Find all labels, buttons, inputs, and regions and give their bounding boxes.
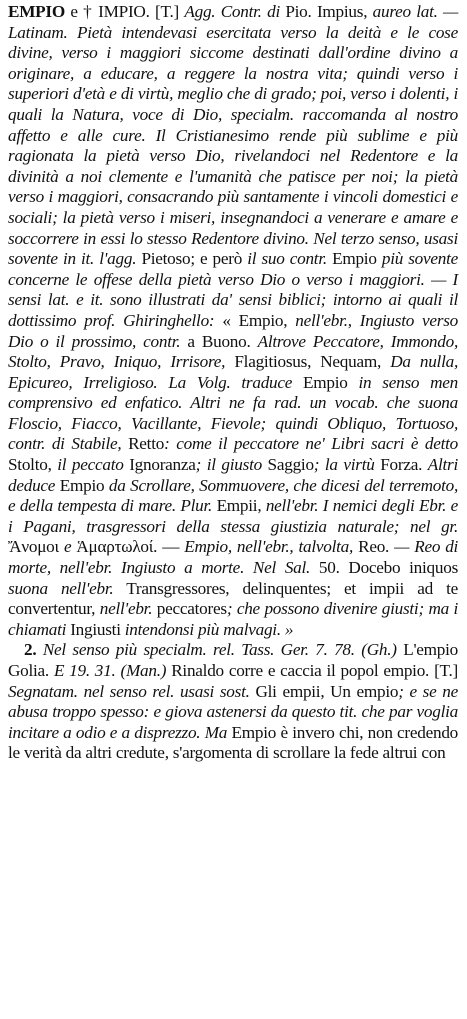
- headword: EMPIO: [8, 2, 65, 21]
- quote-che-possono: ; che possono divenire giusti; ma i chiamati: [8, 599, 459, 639]
- quote-ingiusti: Ingiusti: [70, 619, 121, 639]
- sense-text-2a: ; e però: [190, 249, 243, 269]
- quote-greek-1: Ἄνομοι: [8, 537, 59, 557]
- example-empio-golia: L'empio Golia.: [8, 640, 459, 680]
- sense-text-1: Pietà intendevasi esercitata verso la deità e le cose divine, verso i maggiori siccome destinati dall'ordine divino a originare, a educare, a reggere la nostra vita; quindi verso i superiori d'età e di virtù, meglio che di grado; poi, verso i dolenti, i quali la Natura, voce di Dio, specialm. raccomanda al nostro affetto e alle cure. Il Cristianesimo rende più sublime e più ragionata la pietà verso Dio, rivelandoci nel Redentore e la divinità a noi clemente e l'umanità che patisce per noi; la pietà verso i maggiori, consacrando più santamente i vincoli domestici e sociali; la pietà verso i miseri, insegnandoci a venerare e amare e soccorrere in essi lo stesso Redentore divino. Nel terzo senso, usasi sovente in it. l'agg.: [8, 22, 458, 269]
- quote-la-virtu: ; la virtù: [313, 455, 375, 475]
- quote-synonyms-2: Flagitiosus, Nequam,: [234, 352, 382, 372]
- quote-il-peccato: il peccato: [57, 455, 124, 475]
- quote-stolto: Stolto,: [8, 455, 52, 475]
- quote-nel-sal: Nel Sal.: [252, 558, 311, 578]
- quote-reo: Reo.: [358, 537, 390, 557]
- quote-da-scrollare: da Scrollare, Sommuovere, che dicesi del terremoto, e della tempesta di mare. Plur.: [8, 475, 458, 516]
- quote-sal-number: 50.: [318, 558, 340, 578]
- quote-altrove: Altrove: [257, 331, 306, 351]
- word-empio-1: Empio: [332, 249, 377, 269]
- word-empio-5: Empio: [231, 722, 277, 742]
- quote-empio-4: Empio,: [184, 537, 232, 557]
- sense-text-2b: il suo contr.: [247, 249, 327, 269]
- quote-ingiusto: Ingiusto verso Dio o il prossimo,: [8, 310, 459, 351]
- quote-altri-deduce: Altri deduce: [8, 455, 458, 495]
- contrary-word: Pio.: [285, 2, 312, 21]
- quote-buono: Buono.: [201, 331, 251, 351]
- source-mark: [T.]: [155, 2, 179, 21]
- headword-variant: e † IMPIO.: [70, 2, 150, 21]
- entry-paragraph-2: [8, 640, 458, 764]
- quote-da-nulla: Da nulla, Epicureo, Irreligioso. La Volg. traduce: [8, 352, 458, 392]
- quote-nellebr-4: nell'ebr.: [99, 599, 153, 619]
- quote-a: a: [187, 331, 195, 351]
- quote-intendonsi: intendonsi più malvagi. »: [124, 619, 294, 639]
- sense-text-3: più sovente concerne le offese della pietà verso Dio o verso i maggiori. — I sensi lat. e it. sono illustrati da' sensi biblici; intorno ai quali il dottissimo prof. Ghiringhello:: [8, 249, 459, 330]
- quote-forza: Forza.: [380, 455, 423, 475]
- latin-headword: Impius,: [316, 2, 368, 21]
- quote-retto: Retto: [128, 434, 165, 454]
- quote-contr: contr.: [143, 331, 181, 351]
- quote-suona: suona nell'ebr.: [8, 578, 114, 598]
- quote-saggio: Saggio: [267, 455, 314, 475]
- quote-open: « Empio,: [222, 310, 288, 330]
- example-gli-empii: Gli empii, Un empio: [255, 681, 399, 701]
- quote-come: : come il peccatore ne' Libri sacri è detto: [164, 434, 459, 454]
- sense-2-tail: è invero chi, non credendo le verità da altri credute, s'argomenta di scrollare la fede altrui con: [8, 722, 459, 763]
- quote-reo-di-morte: — Reo di morte, nell'ebr. Ingiusto a morte.: [8, 537, 459, 578]
- quote-e: e: [63, 537, 72, 557]
- entry-paragraph-1: [8, 2, 458, 640]
- quote-il-giusto: ; il giusto: [195, 455, 262, 475]
- quote-empii: Empii,: [216, 496, 262, 516]
- sense-number-2: 2.: [24, 640, 37, 660]
- sense-2-abusa: ; e se ne abusa troppo spesso: e giova astenersi da questo tit. che par voglia incitare a odio e a disprezzo. Ma: [8, 681, 458, 742]
- citation-e: E 19. 31. (Man.): [53, 661, 167, 680]
- grammar-label: Agg. Contr. di: [184, 2, 280, 21]
- quote-synonyms-1: Peccatore, Immondo, Stolto, Pravo, Iniquo, Irrisore,: [8, 331, 459, 372]
- latin-label: — Latinam.: [8, 2, 459, 42]
- source-mark-2: [T.]: [434, 661, 459, 680]
- sense-2-label: Nel senso più specialm. rel. Tass. Ger. 7. 78. (Gh.): [42, 640, 397, 660]
- example-rinaldo: Rinaldo corre e caccia il popol empio.: [171, 661, 430, 680]
- quote-ignoranza: Ignoranza: [129, 455, 196, 475]
- quote-empio-3: Empio: [59, 475, 105, 495]
- quote-in-senso: in senso men comprensivo ed enfatico. Altri ne fa rad. un vocab. che suona Floscio, Fiacco, Vacillante, Fievole; quindi Obliquo, Tortuoso, contr. di Stabile,: [8, 372, 459, 454]
- quote-nellebr-1: nell'ebr.,: [295, 310, 352, 330]
- quote-empio-2: Empio: [303, 372, 348, 392]
- quote-peccatores: peccatores: [156, 599, 227, 619]
- word-pietoso: Pietoso: [141, 249, 191, 269]
- quote-dash: —: [162, 537, 180, 557]
- quote-nellebr-3: nell'ebr., talvolta,: [236, 537, 354, 557]
- quote-transgressores: Transgressores, delinquentes; et impii ad te convertentur,: [8, 578, 458, 619]
- sense-2-segnatam: Segnatam. nel senso rel. usasi sost.: [8, 681, 250, 701]
- quote-docebo: Docebo iniquos: [348, 558, 459, 578]
- quote-nellebr-2: nell'ebr. I nemici degli Ebr. e i Pagani, trasgressori della stessa giustizia naturale; nel gr.: [8, 496, 459, 536]
- quote-greek-2: Ἁμαρτωλοί.: [76, 537, 158, 557]
- latin-quality: aureo lat.: [372, 2, 438, 21]
